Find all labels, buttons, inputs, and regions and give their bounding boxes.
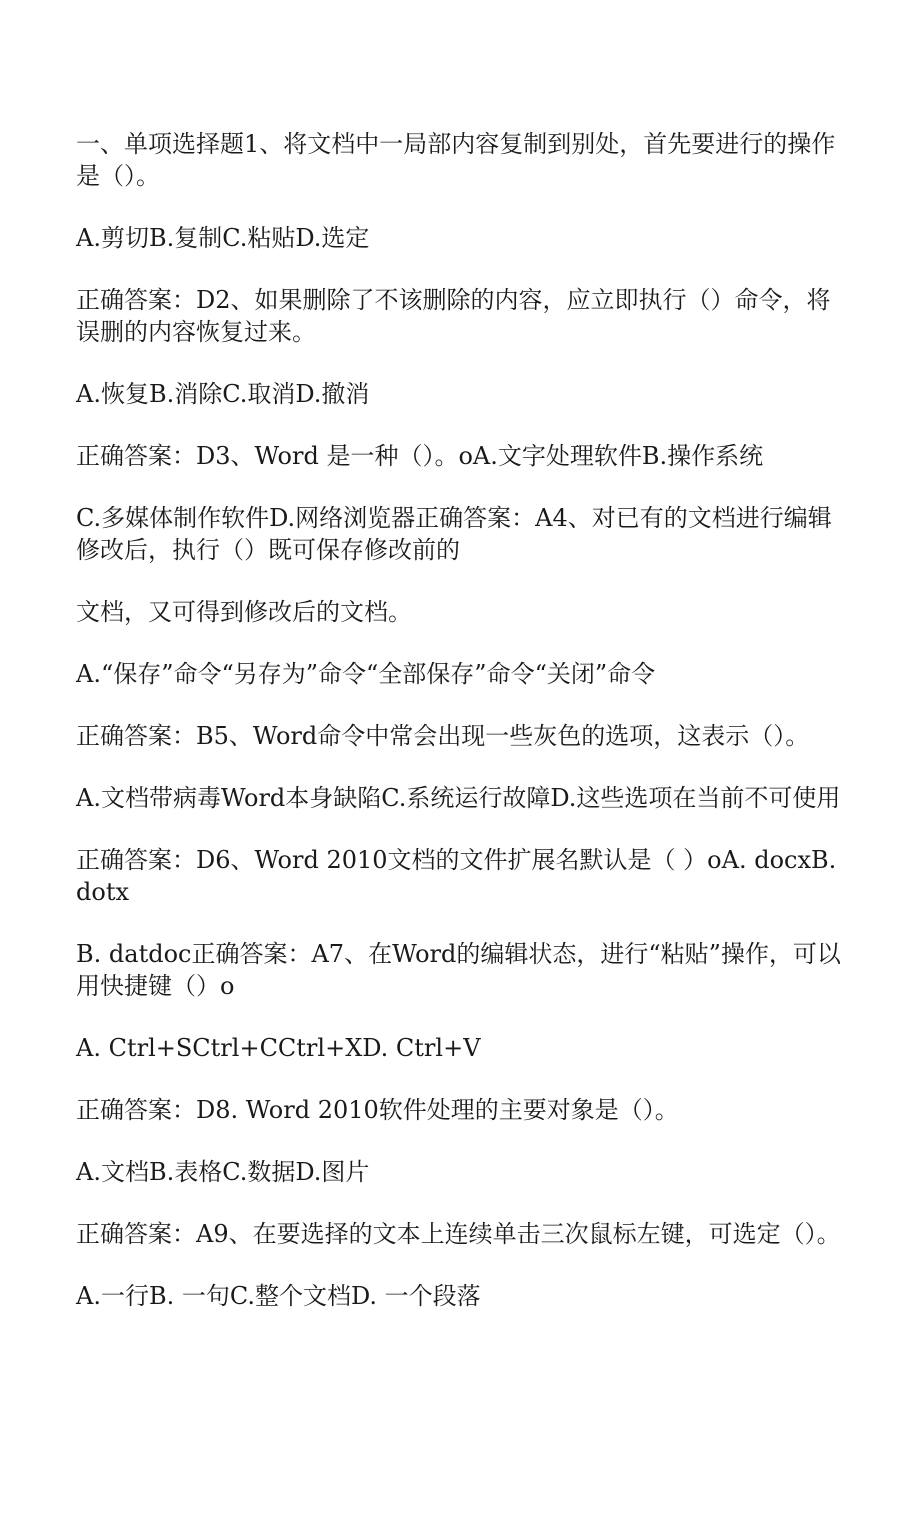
question-2-stem: 正确答案：D2、如果删除了不该删除的内容，应立即执行（）命令，将误删的内容恢复过来。 — [76, 286, 831, 346]
question-6-stem: 正确答案：D6、Word 2010文档的文件扩展名默认是（ ）oA. docxB.dotx — [76, 846, 837, 906]
question-5-options: A.文档带病毒Word本身缺陷C.系统运行故障D.这些选项在当前不可使用 — [76, 784, 841, 812]
question-4-stem-continued: 文档，又可得到修改后的文档。 — [76, 598, 412, 626]
question-1-stem: 一、单项选择题1、将文档中一局部内容复制到别处，首先要进行的操作是（）。 — [76, 130, 836, 190]
question-4-options: A.“保存”命令“另存为”命令“全部保存”命令“关闭”命令 — [76, 660, 656, 688]
question-1-options: A.剪切B.复制C.粘贴D.选定 — [76, 224, 370, 252]
question-8-options: A.文档B.表格C.数据D.图片 — [76, 1158, 370, 1186]
question-3-stem: 正确答案：D3、Word 是一种（）。oA.文字处理软件B.操作系统 — [76, 442, 764, 470]
question-4-stem: C.多媒体制作软件D.网络浏览器正确答案：A4、对已有的文档进行编辑修改后，执行（）既可保存修改前的 — [76, 504, 832, 564]
question-7-options: A. Ctrl+SCtrl+CCtrl+XD. Ctrl+V — [76, 1034, 481, 1062]
question-9-stem: 正确答案：A9、在要选择的文本上连续单击三次鼠标左键，可选定（）。 — [76, 1220, 841, 1248]
document-body — [76, 128, 848, 1342]
question-2-options: A.恢复B.消除C.取消D.撤消 — [76, 380, 370, 408]
question-5-stem: 正确答案：B5、Word命令中常会出现一些灰色的选项，这表示（）。 — [76, 722, 810, 750]
question-7-stem: B. datdoc正确答案：A7、在Word的编辑状态，进行“粘贴”操作，可以用快捷键（）o — [76, 940, 841, 1000]
question-8-stem: 正确答案：D8. Word 2010软件处理的主要对象是（）。 — [76, 1096, 679, 1124]
question-9-options: A.一行B. 一句C.整个文档D. 一个段落 — [76, 1282, 481, 1310]
